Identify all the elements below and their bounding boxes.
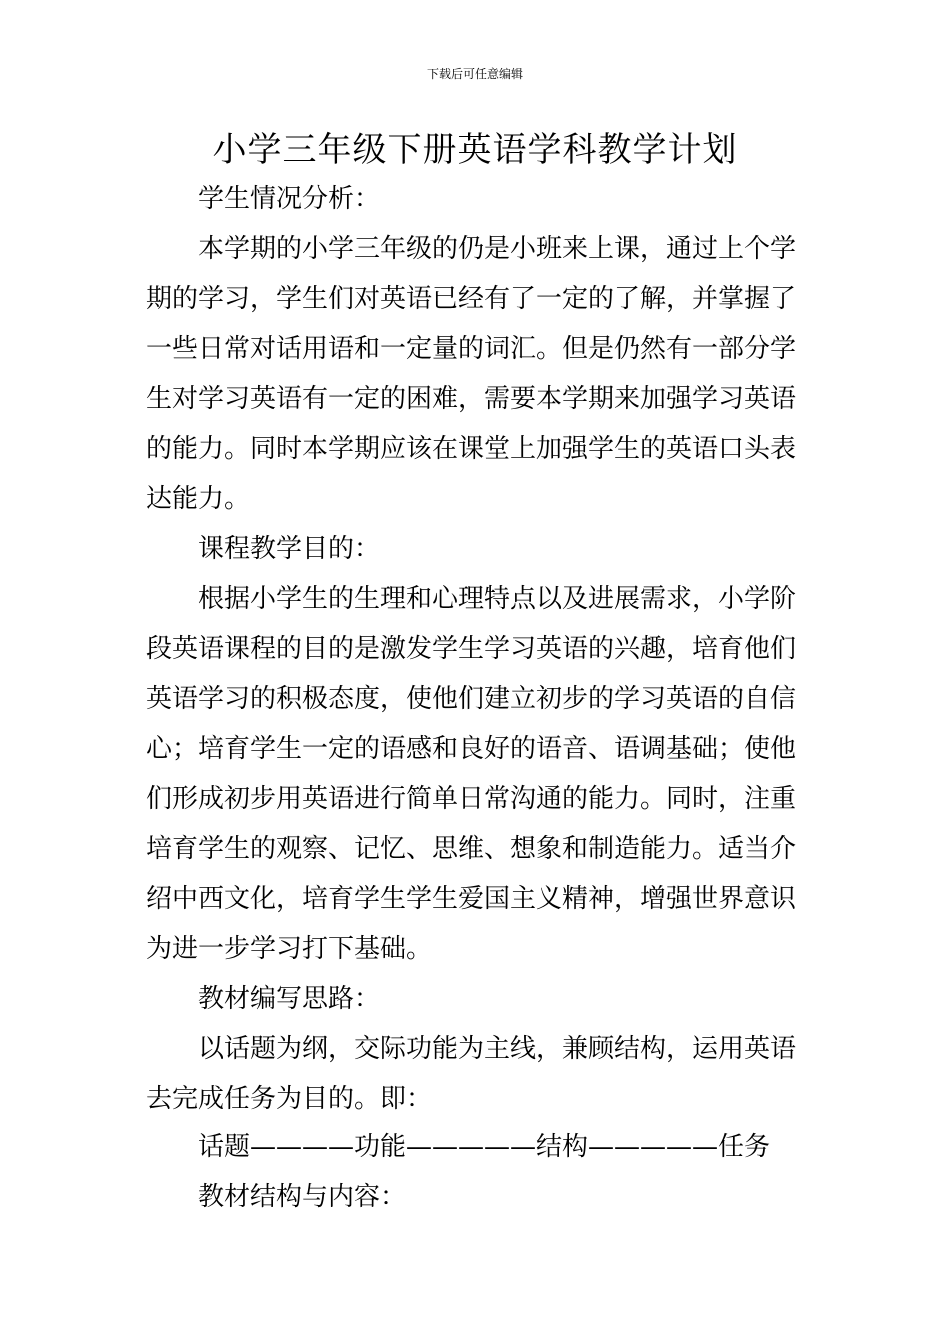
paragraph-line: 英语学习的积极态度，使他们建立初步的学习英语的自信 xyxy=(146,684,797,714)
paragraph-line: 的能力。同时本学期应该在课堂上加强学生的英语口头表 xyxy=(146,434,797,464)
paragraph-line: 生对学习英语有一定的困难，需要本学期来加强学习英语 xyxy=(146,384,797,414)
section-heading-course-goals: 课程教学目的： xyxy=(198,534,381,564)
section-heading-textbook-approach: 教材编写思路： xyxy=(198,984,381,1014)
paragraph-line: 本学期的小学三年级的仍是小班来上课，通过上个学 xyxy=(198,234,797,264)
paragraph-line: 心；培育学生一定的语感和良好的语音、语调基础；使他 xyxy=(146,734,797,764)
paragraph-line: 去完成任务为目的。即： xyxy=(146,1084,433,1114)
paragraph-line: 们形成初步用英语进行简单日常沟通的能力。同时，注重 xyxy=(146,784,797,814)
paragraph-line: 为进一步学习打下基础。 xyxy=(146,934,433,964)
document-title: 小学三年级下册英语学科教学计划 xyxy=(212,130,738,170)
section-heading-textbook-structure: 教材结构与内容： xyxy=(198,1182,407,1212)
paragraph-line: 以话题为纲，交际功能为主线，兼顾结构，运用英语 xyxy=(198,1034,797,1064)
paragraph-line: 根据小学生的生理和心理特点以及进展需求，小学阶 xyxy=(198,584,797,614)
paragraph-line: 段英语课程的目的是激发学生学习英语的兴趣，培育他们 xyxy=(146,634,797,664)
paragraph-line: 培育学生的观察、记忆、思维、想象和制造能力。适当介 xyxy=(146,834,797,864)
section-heading-student-analysis: 学生情况分析： xyxy=(198,184,381,214)
paragraph-line: 期的学习，学生们对英语已经有了一定的了解，并掌握了 xyxy=(146,284,797,314)
topic-chain-line: 话题————功能—————结构—————任务 xyxy=(198,1132,771,1162)
paragraph-line: 一些日常对话用语和一定量的词汇。但是仍然有一部分学 xyxy=(146,334,797,364)
paragraph-line: 达能力。 xyxy=(146,484,251,514)
header-note: 下载后可任意编辑 xyxy=(426,67,523,81)
paragraph-line: 绍中西文化，培育学生学生爱国主义精神，增强世界意识 xyxy=(146,884,797,914)
